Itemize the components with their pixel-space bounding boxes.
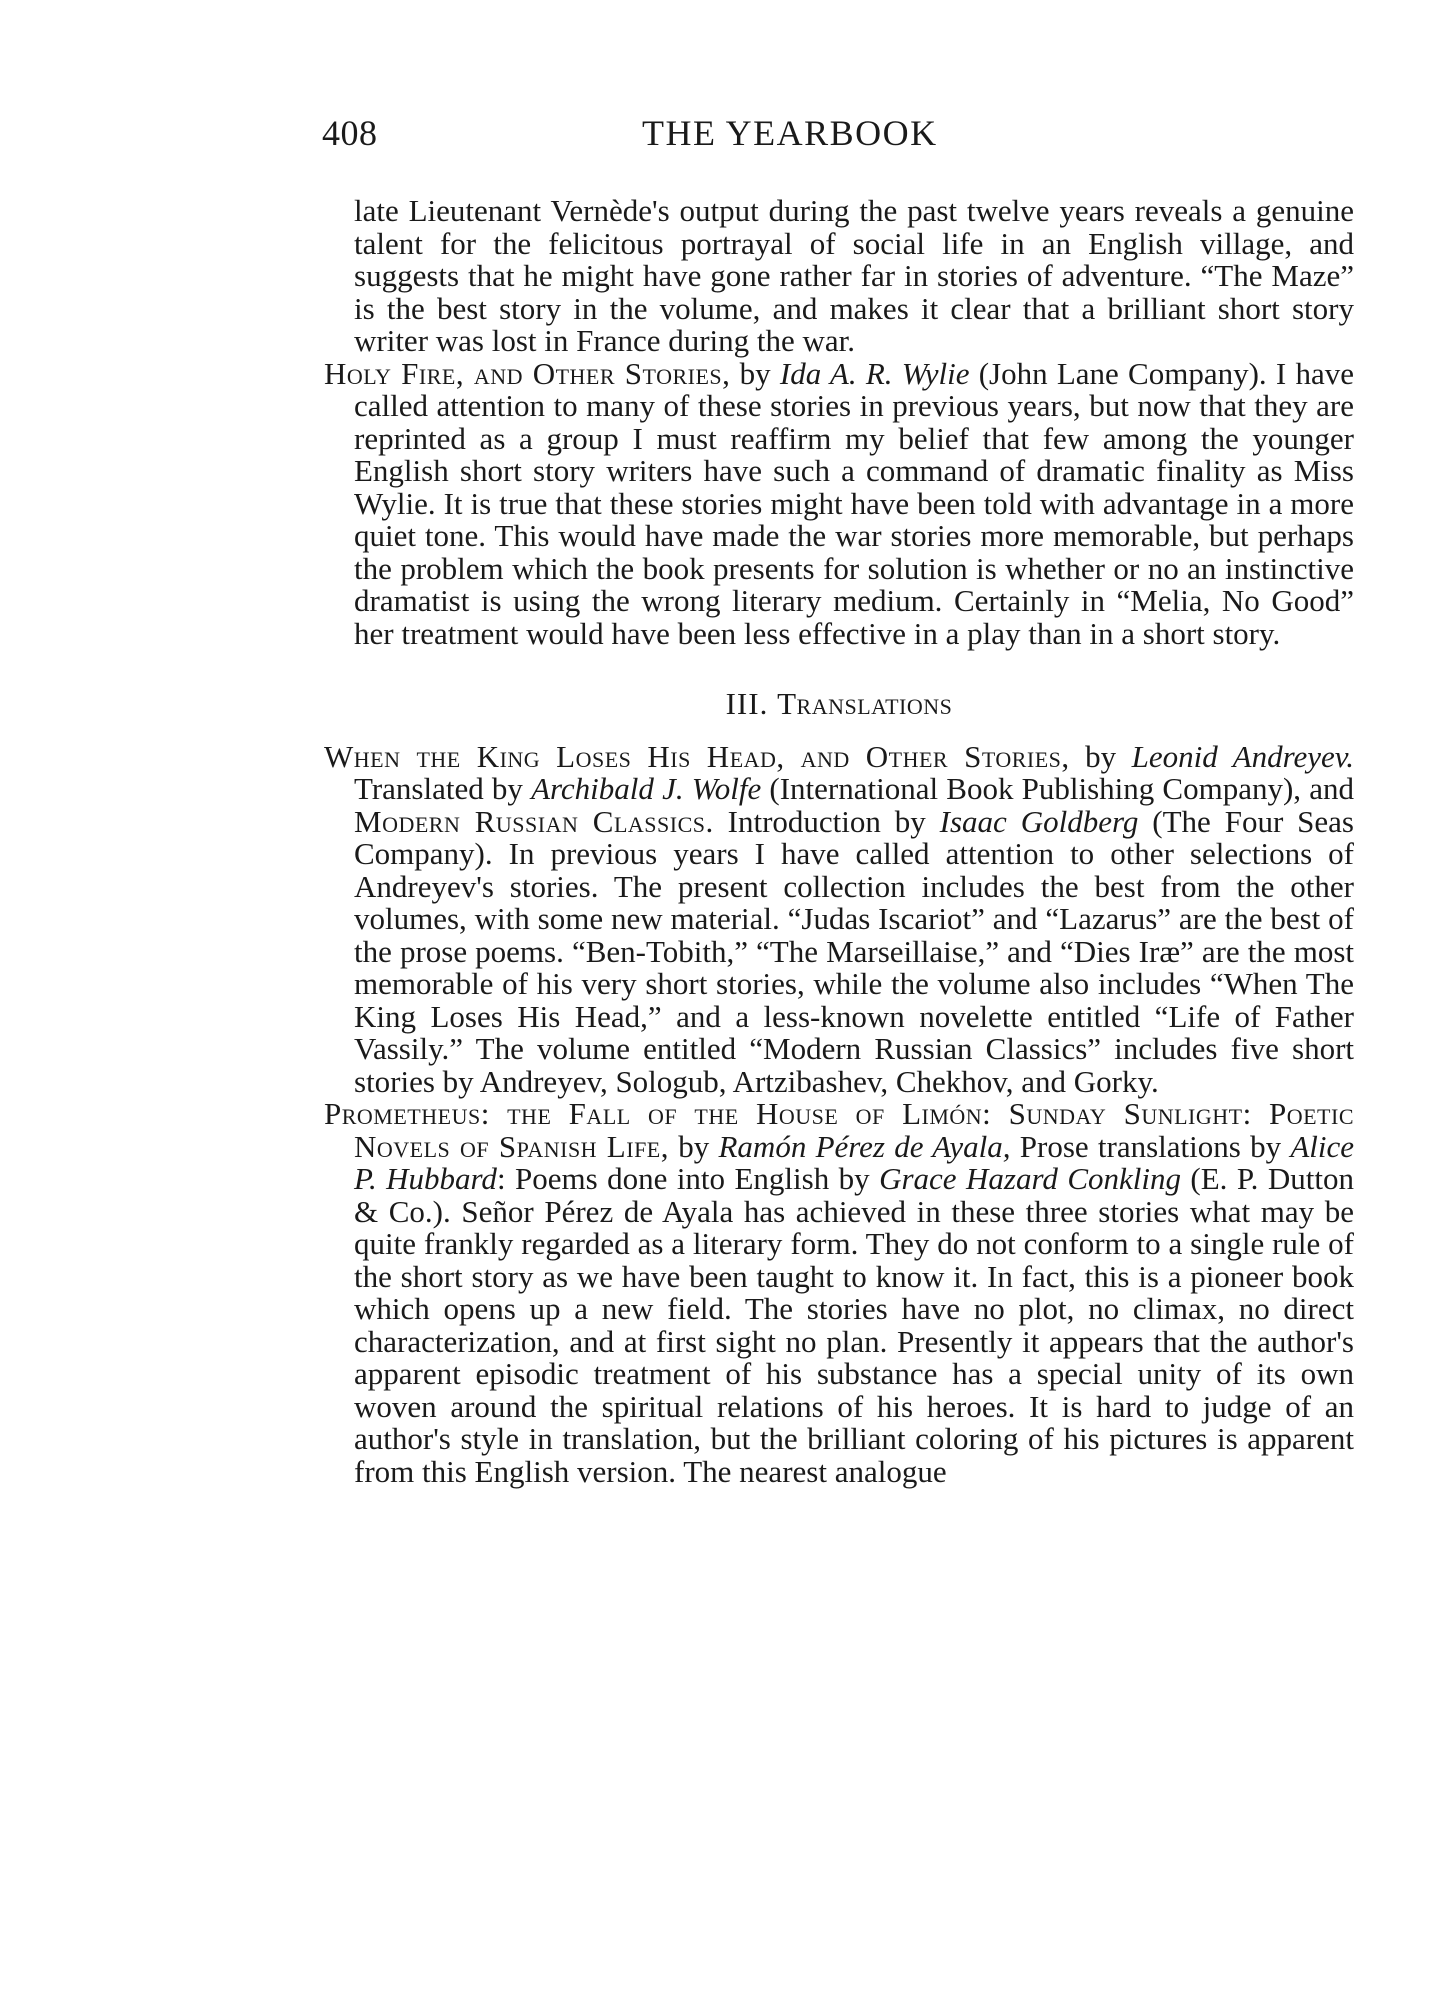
book-title: Holy Fire, and Other Stories,	[324, 355, 731, 391]
book-title: When the King Loses His Head, and Other Stories,	[324, 738, 1070, 774]
book-author: Ida A. R. Wylie	[779, 355, 970, 391]
book-translator: Archibald J. Wolfe	[531, 771, 762, 806]
translated-by-label: Translated by	[354, 771, 532, 806]
book-author: Leonid Andreyev.	[1131, 738, 1355, 774]
book-review-text: In previous years I have called attention to other selections of Andreyev's stories. The present collection includes the best from the other volumes, with some new material. “Judas Iscariot” and “Lazarus” are the best of the prose poems. “Ben-Tobith,” “The Marseillaise,” and “Dies Iræ” are the most memorable of his very short stories, while the volume also includes “When The King Loses His Head,” and a less-known novelette entitled “Life of Father Vassily.” The volume entitled “Modern Russian Classics” includes five short stories by Andreyev, Sologub, Artzibashev, Chekhov, and Gorky.	[354, 836, 1354, 1099]
continued-paragraph	[324, 195, 1354, 358]
book-entry-holy-fire	[324, 355, 1355, 651]
running-title: THE YEARBOOK	[642, 113, 938, 153]
poem-translator: Grace Hazard Conkling	[879, 1161, 1181, 1196]
book-publisher: (John Lane Company).	[969, 355, 1267, 391]
prose-translations-label: Prose translations by	[1010, 1128, 1291, 1164]
book-entry-perez-de-ayala	[324, 1098, 1354, 1488]
book-title: Prometheus: the Fall of the House of Limón: Sunday Sunlight: Poetic Novels of Spanish Life,	[324, 1096, 1354, 1164]
by-label: by	[669, 1128, 719, 1164]
continued-paragraph-text: late Lieutenant Vernède's output during the past twelve years reveals a genuine talent for the felicitous portrayal of social life in an English village, and suggests that he might have gone rather far in stories of adventure. “The Maze” is the best story in the volume, and makes it clear that a brilliant short story writer was lost in France during the war.	[354, 193, 1354, 358]
book-publisher: (International Book Publishing Company), and	[761, 771, 1354, 806]
prose-translator: Alice P. Hubbard	[354, 1128, 1355, 1196]
section-heading	[324, 688, 1354, 721]
book-title-secondary: Modern Russian Classics.	[354, 803, 714, 839]
poems-label: : Poems done into English by	[496, 1161, 880, 1196]
book-publisher-secondary: (The Four Seas Company).	[354, 803, 1354, 871]
page-number: 408	[322, 113, 378, 153]
book-review-text: I have called attention to many of these stories in previous years, but now that they are reprinted as a group I must reaffirm my belief that few among the younger English short story writers have such a command of dramatic finality as Miss Wylie. It is true that these stories might have been told with advantage in a more quiet tone. This would have made the war stories more memorable, but perhaps the problem which the book presents for solution is whether or no an instinctive dramatist is using the wrong literary medium. Certainly in “Melia, No Good” her treatment would have been less effective in a play than in a short story.	[354, 355, 1355, 651]
book-publisher: (E. P. Dutton & Co.).	[354, 1161, 1354, 1229]
introduction-by-label: Introduction by	[713, 803, 940, 839]
book-author: Ramón Pérez de Ayala,	[718, 1128, 1011, 1164]
by-label: by	[1069, 738, 1132, 774]
page-header	[322, 112, 1062, 164]
book-introducer: Isaac Goldberg	[939, 803, 1139, 839]
book-review-text: Señor Pérez de Ayala has achieved in these three stories what may be quite frankly regarded as a literary form. They do not conform to a single rule of the short story as we have been taught to know it. In fact, this is a pioneer book which opens up a new field. The stories have no plot, no climax, no direct characterization, and at first sight no plan. Presently it appears that the author's apparent episodic treatment of his substance has a special unity of its own woven around the spiritual relations of his heroes. It is hard to judge of an author's style in translation, but the brilliant coloring of his pictures is apparent from this English version. The nearest analogue	[354, 1193, 1354, 1489]
page-body	[324, 195, 1354, 1488]
section-numeral: III.	[725, 686, 769, 721]
book-entry-andreyev	[324, 738, 1355, 1099]
by-label: by	[730, 355, 780, 391]
section-title: Translations	[777, 686, 953, 721]
